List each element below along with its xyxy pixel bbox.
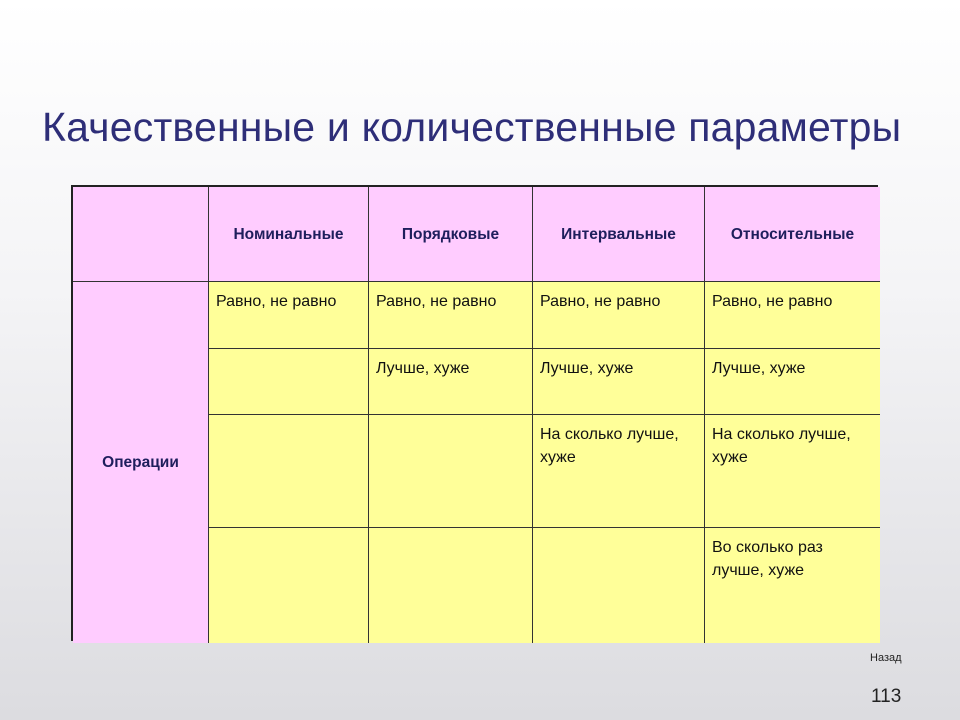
table-cell: Во сколько раз лучше, хуже [705,528,880,643]
row-header-operations: Операции [73,282,209,643]
table-cell [369,528,533,643]
table-corner-cell [73,187,209,282]
table-cell: Равно, не равно [705,282,880,349]
table-cell: Равно, не равно [533,282,705,349]
table-cell [209,415,369,528]
table-cell [369,415,533,528]
table-cell: Лучше, хуже [533,349,705,415]
page-number: 113 [871,686,902,707]
page-title: Качественные и количественные параметры [42,104,902,150]
column-header-relative: Относительные [705,187,880,282]
table-cell: На сколько лучше, хуже [533,415,705,528]
table-cell: Равно, не равно [209,282,369,349]
table-cell [533,528,705,643]
table-cell: Лучше, хуже [705,349,880,415]
table-cell: Равно, не равно [369,282,533,349]
table-cell [209,528,369,643]
column-header-nominal: Номинальные [209,187,369,282]
table-cell: Лучше, хуже [369,349,533,415]
table-cell [209,349,369,415]
parameters-table [71,185,878,641]
back-link[interactable]: Назад [870,652,902,664]
column-header-ordinal: Порядковые [369,187,533,282]
column-header-interval: Интервальные [533,187,705,282]
table-cell: На сколько лучше, хуже [705,415,880,528]
